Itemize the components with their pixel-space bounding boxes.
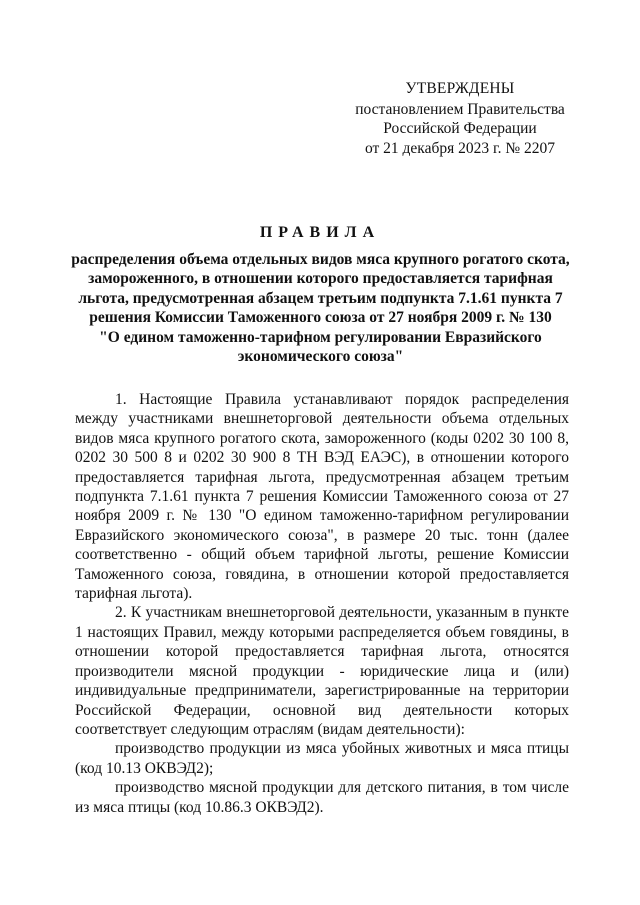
document-title: ПРАВИЛА (259, 224, 381, 241)
subtitle-line: решения Комиссии Таможенного союза от 27 ноября 2009 г. № 130 (89, 309, 552, 327)
subtitle-line: экономического союза" (237, 348, 404, 366)
approval-line-3: от 21 декабря 2023 г. № 2207 (364, 139, 556, 157)
approval-line-2: Российской Федерации (383, 120, 537, 137)
approval-heading: УТВЕРЖДЕНЫ (405, 80, 515, 97)
paragraph-3: производство продукции из мяса убойных животных и мяса птицы (код 10.13 ОКВЭД2); (75, 740, 569, 777)
approval-line-1: постановлением Правительства (355, 100, 565, 118)
subtitle-line: льгота, предусмотренная абзацем третьим подпункта 7.1.61 пункта 7 (78, 289, 563, 307)
document-body (75, 390, 569, 817)
paragraph-2: 2. К участникам внешнеторговой деятельности, указанным в пункте 1 настоящих Правил, между которыми распределяется объем говядины, в отношении которой предоставляется тарифная льгота, относятся производители мясной продукции - юридические лица и (или) индивидуальные предприниматели, зарегистрированные на территории Российской Федерации, основной вид деятельности которых соответствует следующим отраслям (видам деятельности): (75, 604, 569, 738)
subtitle-line: "О едином таможенно-тарифном регулировании Евразийского (99, 328, 542, 346)
approval-block (340, 79, 580, 158)
paragraph-4: производство мясной продукции для детского питания, в том числе из мяса птицы (код 10.86.3 ОКВЭД2). (75, 779, 569, 816)
paragraph-1: 1. Настоящие Правила устанавливают порядок распределения между участниками внешнеторговой деятельности объема отдельных видов мяса крупного рогатого скота, замороженного (коды 0202 30 100 8, 0202 30 500 8 и 0202 30 900 8 ТН ВЭД ЕАЭС), в отношении которого предоставляется тарифная льгота, предусмотренная абзацем третьим подпункта 7.1.61 пункта 7 решения Комиссии Таможенного союза от 27 ноября 2009 г. № 130 "О едином таможенно-тарифном регулировании Евразийского экономического союза", в размере 20 тыс. тонн (далее соответственно - общий объем тарифной льготы, решение Комиссии Таможенного союза, говядина, в отношении которой предоставляется тарифная льгота). (75, 391, 569, 603)
subtitle-line: замороженного, в отношении которого предоставляется тарифная (88, 270, 553, 288)
subtitle-line: распределения объема отдельных видов мяса крупного рогатого скота, (71, 251, 570, 268)
document-subtitle (68, 250, 573, 366)
